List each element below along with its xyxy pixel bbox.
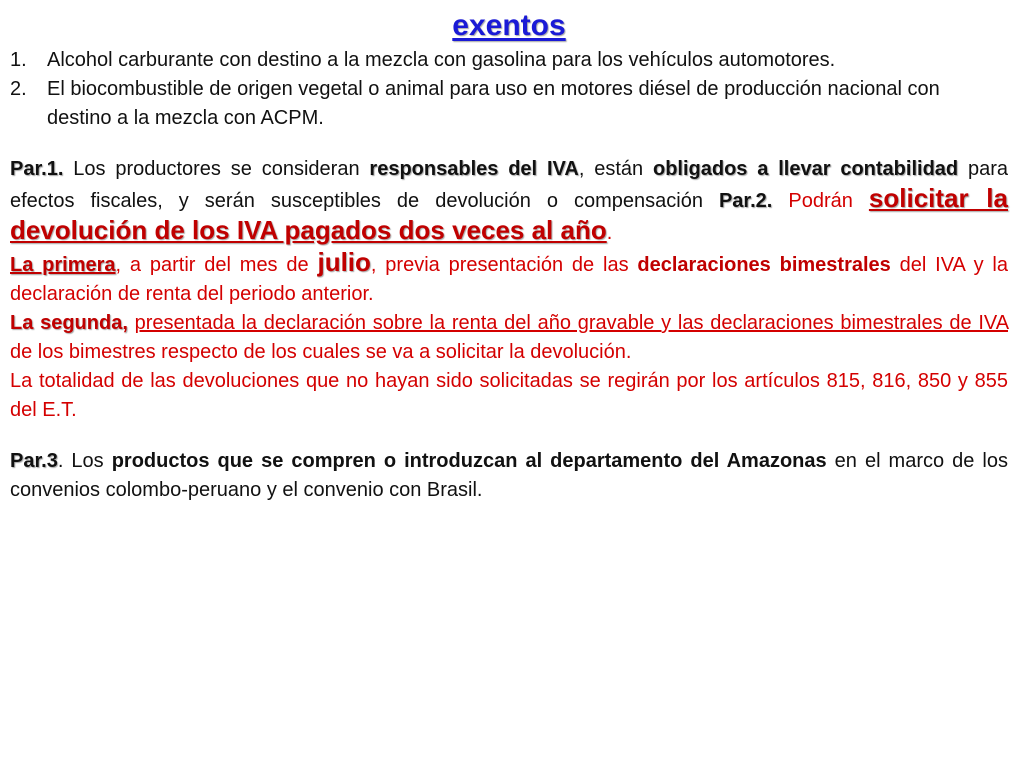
highlight-devolucion: solicitar la devolución de los IVA pagados dos veces al año [10,183,1008,245]
paragraph-par3 [10,447,1008,505]
text: Los productores se consideran [63,158,370,180]
slide-title: exentos [452,9,566,42]
list-number: 2. [10,78,27,100]
paragraph-segunda [10,309,1008,367]
list-number: 1. [10,49,27,71]
text: para efectos fiscales, y serán susceptibles de devolución o compensación [10,158,1008,212]
bold-obligados: obligados a llevar contabilidad [652,158,959,180]
text: , a partir del mes de [115,254,318,276]
text: en el marco de los convenios colombo-peruano y el convenio con Brasil. [10,450,1008,501]
par3-label: Par.3 [10,450,58,472]
par2-label: Par.2. [718,190,773,212]
paragraph-primera [10,248,1008,309]
segunda-label: La segunda, [10,312,128,334]
list-text: El biocombustible de origen vegetal o animal para uso en motores diésel de producción nacional con destino a la mezcla con ACPM. [47,78,940,129]
bold-productos: productos que se compren o introduzcan al departamento del Amazonas [111,450,827,472]
exempt-list [10,46,1008,133]
list-item [10,75,1008,133]
list-text: Alcohol carburante con destino a la mezcla con gasolina para los vehículos automotores. [47,49,836,71]
bold-responsables: responsables del IVA [369,158,579,180]
text [128,312,135,334]
text: , están [578,158,653,180]
text: de los bimestres respecto de los cuales se va a solicitar la devolución. [10,341,632,363]
primera-label: La primera [10,254,116,276]
text-red: . [606,222,613,244]
paragraph-totalidad: La totalidad de las devoluciones que no hayan sido solicitadas se regirán por los artículos 815, 816, 850 y 855 del E.T. [10,370,1008,421]
text-red: Podrán [772,190,869,212]
underlined-declaracion: presentada la declaración sobre la renta del año gravable y las declaraciones bimestrales de IVA [134,312,1008,334]
spacer [10,133,1008,155]
list-item [10,46,1008,75]
bold-declaraciones: declaraciones bimestrales [637,254,891,276]
par1-label: Par.1. [10,158,64,180]
text: . Los [57,450,112,472]
paragraph-par1 [10,155,1008,248]
spacer [10,425,1008,447]
julio-highlight: julio [317,247,371,277]
text: del IVA y la declaración de renta del periodo anterior. [10,254,1008,305]
text: , previa presentación de las [370,254,638,276]
